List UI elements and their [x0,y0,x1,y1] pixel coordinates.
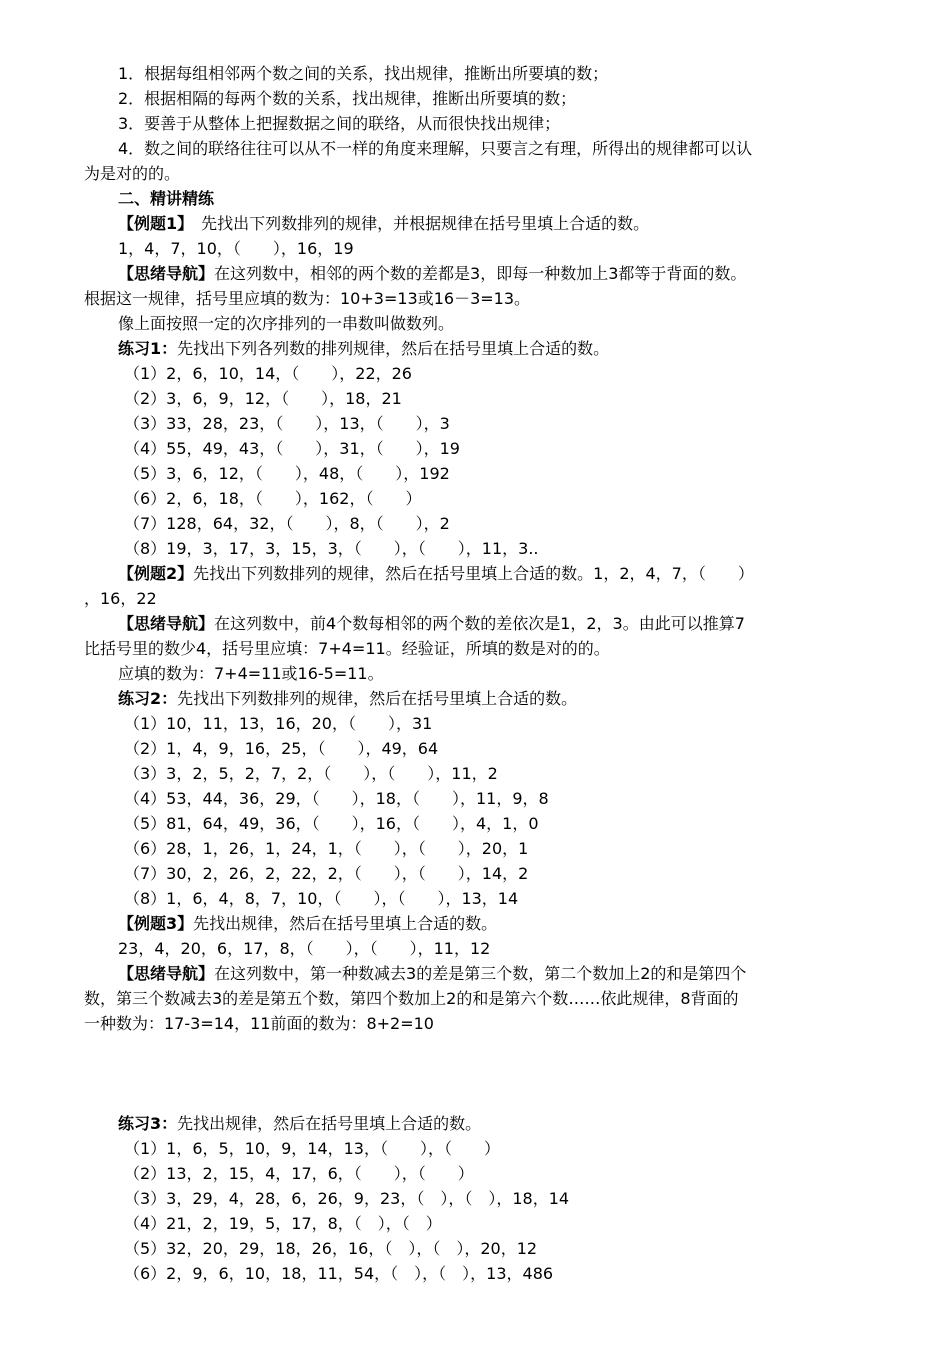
example-2-continuation: ，16，22 [84,589,157,608]
example-1-guide [118,261,918,286]
practice-1-item: （8）19，3，17，3，15，3，（ ），（ ），11，3.. [124,539,539,558]
practice-1-item: （7）128，64，32，（ ），8，（ ），2 [124,514,450,533]
practice-3-item: （6）2，9，6，10，18，11，54，（ ），（ ），13，486 [124,1264,554,1283]
practice-1-heading [118,336,918,361]
example-3-label: 【例题3】 [118,914,194,933]
example-1-sequence: 1，4，7，10，（ ），16，19 [118,239,354,258]
practice-2-item: （4）53，44，36，29，（ ），18，（ ），11，9，8 [124,789,549,808]
example-2-guide [118,611,918,636]
tip-4: 4．数之间的联络往往可以从不一样的角度来理解，只要言之有理，所得出的规律都可以认 [118,139,753,158]
example-2-guide-text: 在这列数中，前4个数每相邻的两个数的差依次是1，2，3。由此可以推算7 [214,614,745,633]
example-3-guide [118,961,918,986]
tip-4-continuation: 为是对的的。 [84,164,181,183]
example-3-guide-text: 在这列数中，第一种数减去3的差是第三个数，第二个数加上2的和是第四个 [214,964,747,983]
tip-1: 1．根据每组相邻两个数之间的关系，找出规律，推断出所要填的数； [118,64,609,83]
tip-3: 3．要善于从整体上把握数据之间的联络，从而很快找出规律； [118,114,561,133]
practice-1-item: （2）3，6，9，12，（ ），18，21 [124,389,402,408]
example-1-text: 先找出下列数排列的规律，并根据规律在括号里填上合适的数。 [185,214,650,233]
example-1-guide-label: 【思绪导航】 [118,264,215,283]
example-2-label: 【例题2】 [118,564,194,583]
example-3-guide-continuation: 一种数为：17-3=14，11前面的数为：8+2=10 [84,1014,434,1033]
practice-3-item: （2）13，2，15，4，17，6，（ ），（ ） [124,1164,474,1183]
section-title: 二、精讲精练 [118,189,215,208]
example-2-guide-label: 【思绪导航】 [118,614,215,633]
example-3-text: 先找出规律，然后在括号里填上合适的数。 [193,914,498,933]
practice-1-item: （5）3，6，12，（ ），48，（ ），192 [124,464,450,483]
practice-2-item: （3）3，2，5，2，7，2，（ ），（ ），11，2 [124,764,498,783]
practice-3-item: （5）32，20，29，18，26，16，（ ），（ ），20，12 [124,1239,538,1258]
example-3-sequence: 23，4，20，6，17，8，（ ），（ ），11，12 [118,939,491,958]
practice-3-label: 练习3： [118,1114,178,1133]
practice-1-item: （6）2，6，18，（ ），162，（ ） [124,489,422,508]
practice-2-item: （8）1，6，4，8，7，10，（ ），（ ），13，14 [124,889,519,908]
example-3-heading [118,911,918,936]
example-2-guide-continuation: 比括号里的数少4，括号里应填：7+4=11。经验证，所填的数是对的的。 [84,639,610,658]
example-1-guide-text: 在这列数中，相邻的两个数的差都是3，即每一种数加上3都等于背面的数。 [214,264,747,283]
example-3-guide-label: 【思绪导航】 [118,964,215,983]
practice-3-item: （1）1，6，5，10，9，14，13，（ ），（ ） [124,1139,500,1158]
example-1-heading [118,211,918,236]
example-2-heading [118,561,918,586]
practice-2-item: （6）28，1，26，1，24，1，（ ），（ ），20，1 [124,839,529,858]
practice-2-heading [118,686,918,711]
practice-1-item: （4）55，49，43，（ ），31，（ ），19 [124,439,460,458]
example-1-label: 【例题1】 [118,214,186,233]
practice-3-item: （4）21，2，19，5，17，8，（ ），（ ） [124,1214,442,1233]
example-2-answer: 应填的数为：7+4=11或16-5=11。 [118,664,384,683]
practice-2-item: （7）30，2，26，2，22，2，（ ），（ ），14，2 [124,864,529,883]
practice-2-text: 先找出下列数排列的规律，然后在括号里填上合适的数。 [177,689,578,708]
example-3-guide-continuation: 数，第三个数减去3的差是第五个数，第四个数加上2的和是第六个数……依此规律，8背面的 [84,989,739,1008]
example-1-note: 像上面按照一定的次序排列的一串数叫做数列。 [118,314,455,333]
practice-1-label: 练习1： [118,339,178,358]
practice-3-item: （3）3，29，4，28，6，26，9，23，（ ），（ ），18，14 [124,1189,570,1208]
practice-1-item: （1）2，6，10，14，（ ），22，26 [124,364,412,383]
practice-2-item: （1）10，11，13，16，20，（ ），31 [124,714,433,733]
practice-3-text: 先找出规律，然后在括号里填上合适的数。 [177,1114,482,1133]
practice-2-item: （2）1，4，9，16，25，（ ），49，64 [124,739,439,758]
practice-1-item: （3）33，28，23，（ ），13，（ ），3 [124,414,450,433]
practice-2-label: 练习2： [118,689,178,708]
example-2-text: 先找出下列数排列的规律，然后在括号里填上合适的数。1，2，4，7，（ ） [193,564,754,583]
practice-1-text: 先找出下列各列数的排列规律，然后在括号里填上合适的数。 [177,339,610,358]
practice-2-item: （5）81，64，49，36，（ ），16，（ ），4，1，0 [124,814,539,833]
practice-3-heading [118,1111,918,1136]
example-1-guide-continuation: 根据这一规律，括号里应填的数为：10+3=13或16－3=13。 [84,289,531,308]
tip-2: 2．根据相隔的每两个数的关系，找出规律，推断出所要填的数； [118,89,577,108]
